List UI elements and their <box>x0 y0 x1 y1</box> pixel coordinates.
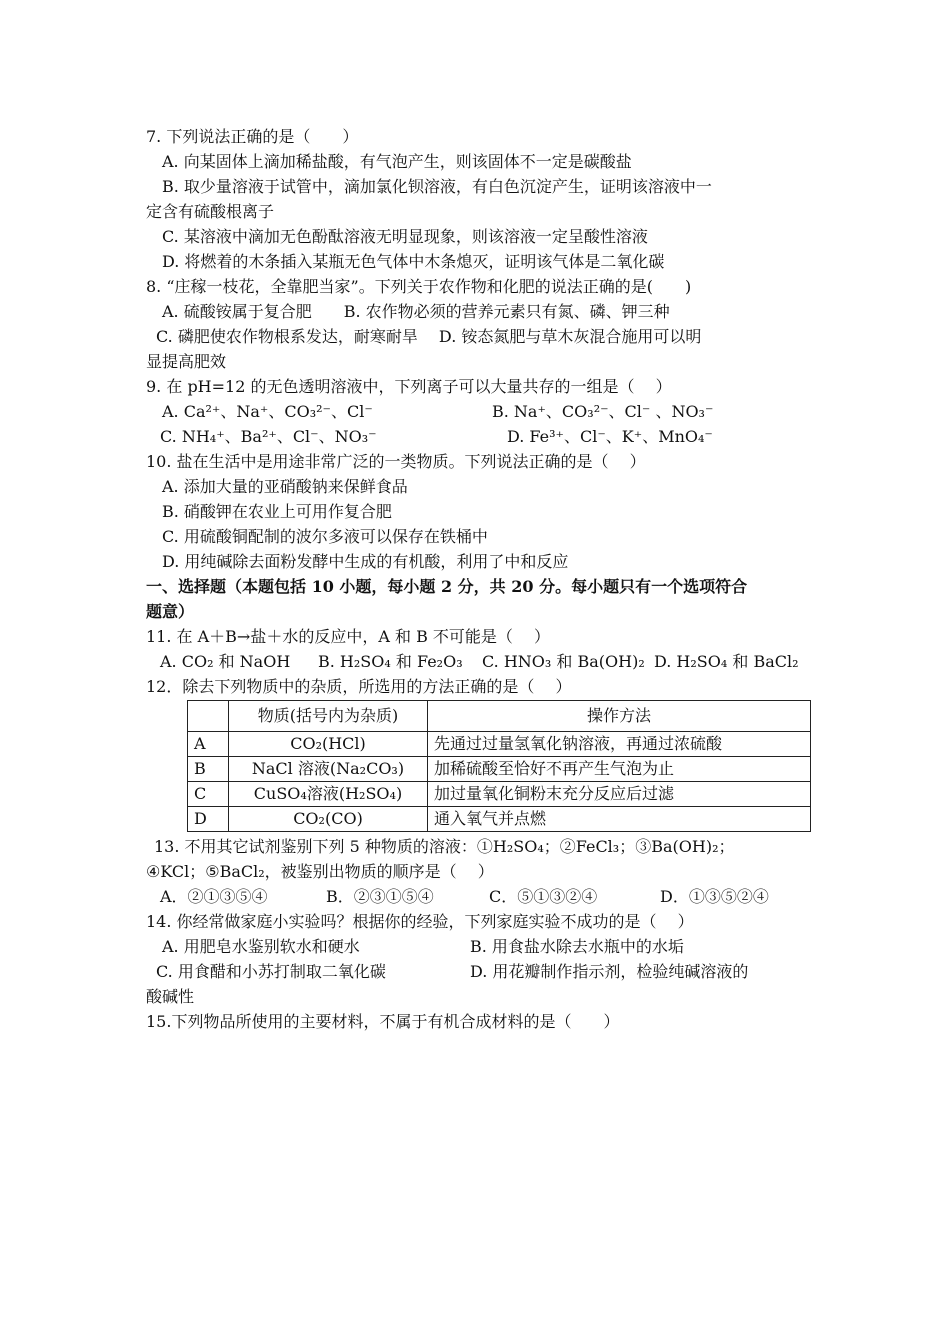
q13-option-b: B．②③①⑤④ <box>326 887 434 906</box>
q8-stem: 8. “庄稼一枝花，全靠肥当家”。下列关于农作物和化肥的说法正确的是( ) <box>146 277 692 296</box>
table-cell: A <box>188 732 229 757</box>
table-header-cell: 物质(括号内为杂质) <box>229 701 428 732</box>
q8-options-cd: C. 磷肥使农作物根系发达，耐寒耐旱 D. 铵态氮肥与草木灰混合施用可以明 <box>156 327 702 346</box>
q7-stem: 7. 下列说法正确的是（ ） <box>146 127 359 146</box>
q14-option-b: B. 用食盐水除去水瓶中的水垢 <box>470 937 684 956</box>
table-cell: 加稀硫酸至恰好不再产生气泡为止 <box>428 757 811 782</box>
table-cell: C <box>188 782 229 807</box>
q11-option-c: C. HNO₃ 和 Ba(OH)₂ <box>482 652 645 671</box>
table-cell: 通入氧气并点燃 <box>428 807 811 832</box>
q14-option-d: D. 用花瓣制作指示剂，检验纯碱溶液的 <box>470 962 749 981</box>
table-header-cell <box>188 701 229 732</box>
q13-option-c: C．⑤①③②④ <box>489 887 598 906</box>
q7-option-b: B. 取少量溶液于试管中，滴加氯化钡溶液，有白色沉淀产生，证明该溶液中一 <box>162 177 712 196</box>
q10-option-d: D. 用纯碱除去面粉发酵中生成的有机酸，利用了中和反应 <box>162 552 569 571</box>
q11-option-b: B. H₂SO₄ 和 Fe₂O₃ <box>318 652 463 671</box>
q13-option-a: A．②①③⑤④ <box>160 887 268 906</box>
table-cell: 先通过过量氢氧化钠溶液，再通过浓硫酸 <box>428 732 811 757</box>
q7-option-a: A. 向某固体上滴加稀盐酸，有气泡产生，则该固体不一定是碳酸盐 <box>162 152 632 171</box>
q11-stem: 11. 在 A＋B→盐＋水的反应中，A 和 B 不可能是（ ） <box>146 627 550 646</box>
q7-option-c: C. 某溶液中滴加无色酚酞溶液无明显现象，则该溶液一定呈酸性溶液 <box>162 227 648 246</box>
table-cell: CO₂(HCl) <box>229 732 428 757</box>
table-row <box>188 782 811 807</box>
q14-option-c: C. 用食醋和小苏打制取二氧化碳 <box>156 962 386 981</box>
q9-stem: 9. 在 pH=12 的无色透明溶液中，下列离子可以大量共存的一组是（ ） <box>146 377 672 396</box>
q9-option-d: D. Fe³⁺、Cl⁻、K⁺、MnO₄⁻ <box>507 427 713 446</box>
table-row <box>188 757 811 782</box>
q13-stem: 13. 不用其它试剂鉴别下列 5 种物质的溶液：①H₂SO₄；②FeCl₃；③Ba(OH)₂； <box>154 837 735 856</box>
q10-option-c: C. 用硫酸铜配制的波尔多液可以保存在铁桶中 <box>162 527 488 546</box>
table-header-row <box>188 701 811 732</box>
q8-options-ab: A. 硫酸铵属于复合肥 B. 农作物必须的营养元素只有氮、磷、钾三种 <box>162 302 670 321</box>
table-row <box>188 732 811 757</box>
q9-option-b: B. Na⁺、CO₃²⁻、Cl⁻ 、NO₃⁻ <box>492 402 714 421</box>
q14-option-d-cont: 酸碱性 <box>146 987 195 1006</box>
q12-stem: 12．除去下列物质中的杂质，所选用的方法正确的是（ ） <box>146 677 572 696</box>
q11-option-d: D. H₂SO₄ 和 BaCl₂ <box>654 652 799 671</box>
table-cell: CO₂(CO) <box>229 807 428 832</box>
section-heading: 一、选择题（本题包括 10 小题，每小题 2 分，共 20 分。每小题只有一个选项符合 <box>146 577 748 596</box>
q12-table <box>187 700 811 832</box>
q10-option-b: B. 硝酸钾在农业上可用作复合肥 <box>162 502 392 521</box>
q14-option-a: A. 用肥皂水鉴别软水和硬水 <box>162 937 360 956</box>
q9-option-c: C. NH₄⁺、Ba²⁺、Cl⁻、NO₃⁻ <box>160 427 377 446</box>
q9-option-a: A. Ca²⁺、Na⁺、CO₃²⁻、Cl⁻ <box>162 402 373 421</box>
table-cell: NaCl 溶液(Na₂CO₃) <box>229 757 428 782</box>
table-cell: B <box>188 757 229 782</box>
section-heading-cont: 题意） <box>146 602 195 621</box>
q13-option-d: D．①③⑤②④ <box>660 887 769 906</box>
q11-option-a: A. CO₂ 和 NaOH <box>160 652 291 671</box>
q10-option-a: A. 添加大量的亚硝酸钠来保鲜食品 <box>162 477 408 496</box>
q13-stem-cont: ④KCl；⑤BaCl₂，被鉴别出物质的顺序是（ ） <box>146 862 494 881</box>
table-row <box>188 807 811 832</box>
q10-stem: 10. 盐在生活中是用途非常广泛的一类物质。下列说法正确的是（ ） <box>146 452 646 471</box>
q14-stem: 14. 你经常做家庭小实验吗？根据你的经验，下列家庭实验不成功的是（ ） <box>146 912 694 931</box>
q7-option-d: D. 将燃着的木条插入某瓶无色气体中木条熄灭，证明该气体是二氧化碳 <box>162 252 665 271</box>
table-header-cell: 操作方法 <box>428 701 811 732</box>
table-cell: D <box>188 807 229 832</box>
q15-stem: 15.下列物品所使用的主要材料，不属于有机合成材料的是（ ） <box>146 1012 620 1031</box>
q8-options-cd-cont: 显提高肥效 <box>146 352 227 371</box>
q7-option-b-cont: 定含有硫酸根离子 <box>146 202 275 221</box>
table-cell: CuSO₄溶液(H₂SO₄) <box>229 782 428 807</box>
table-cell: 加过量氧化铜粉末充分反应后过滤 <box>428 782 811 807</box>
